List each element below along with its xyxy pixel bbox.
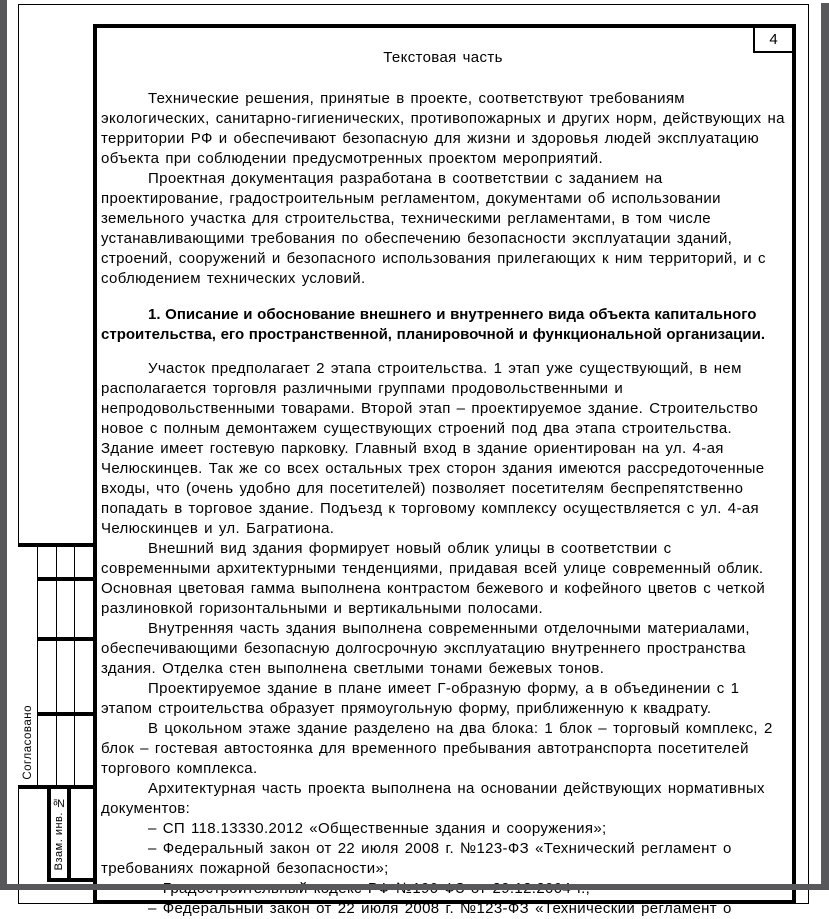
stamp-row [38,577,93,637]
stamp-cell [75,547,93,577]
body-paragraph-2: Внешний вид здания формирует новый облик улицы в соответствии с современными архитектурными тенденциями, придавая всей улице современный облик. Основная цветовая гамма выполнена контрастом бежевого и кофейного цветов с четкой разлиновкой горизонтальными и вертикальными полосами. [101,540,766,617]
stamp-cell [75,716,93,785]
intro-paragraph-2: Проектная документация разработана в соответствии с заданием на проектирование, градостроительным регламентом, документами об использовании земельного участка для строительства, техническими регламентами, в том числе устанавливающими требования по обеспечению безопасности эксплуатации зданий, строений, сооружений и безопасного использования прилегающих к ним территорий, и с соблюдением технических условий. [101,170,766,287]
stamp-cell [57,581,76,637]
stamp-inventory-label-cell [51,789,71,878]
stamp-spacer-cell [71,789,93,878]
body-paragraph-1: Участок предполагает 2 этапа строительства. 1 этап уже существующий, в нем располагается торговля различными группами продовольственными и непродовольственными товарами. Второй этап – проектируемое здание. Строительство новое с полным демонтажем существующих строений под два этапа строительства. Здание имеет гостевую парковку. Главный вход в здание ориентирован на ул. 4-ая Челюскинцев. Так же со всех остальных трех сторон здания имеются рассредоточенные входы, что (очень удобно для посетителей) позволяет посетителям беспрепятственно попадать в торговое здание. Подъезд к торговому комплексу осуществляется с ул. 4-ая Челюскинцев и ул. Багратиона. [101,360,765,537]
body-paragraph-3: Внутренняя часть здания выполнена современными отделочными материалами, обеспечивающими безопасную долгосрочную эксплуатацию внутреннего пространства здания. Отделка стен выполнена светлыми тонами бежевых тонов. [101,620,750,677]
stamp-cell [75,581,93,637]
stamp-cell [57,716,76,785]
page-number: 4 [769,31,778,48]
page-title: Текстовая часть [383,49,503,66]
stamp-cell [57,641,76,712]
stamp-signature-grid [38,547,93,785]
normative-item-1: – СП 118.13330.2012 «Общественные здания и сооружения»; [148,820,607,837]
stamp-cell [38,547,57,577]
stamp-cell [38,641,57,712]
stamp-agreed-label-cell [18,547,38,785]
intro-paragraph-1: Технические решения, принятые в проекте, соответствуют требованиям экологических, санитарно-гигиенических, противопожарных и других норм, действующих на территории РФ и обеспечивают безопасную для жизни и здоровья людей эксплуатацию объекта при соблюдении предусмотренных проектом мероприятий. [101,90,785,167]
normative-item-4: – Федеральный закон от 22 июля 2008 г. №123-ФЗ «Технический регламент о [148,900,732,917]
stamp-row [38,637,93,712]
body-paragraph-4: Проектируемое здание в плане имеет Г-образную форму, а в объединении с 1 этапом строительства образует прямоугольную форму, приближенную к квадрату. [101,680,740,717]
body-paragraph-5: В цокольном этаже здание разделено на два блока: 1 блок – торговый комплекс, 2 блок – гостевая автостоянка для временного пребывания автотранспорта посетителей торгового комплекса. [101,720,773,777]
page-number-box [753,28,792,53]
scan-edge-left [0,0,7,890]
stamp-agreed-label: Согласовано [21,705,34,780]
scan-edge-right [821,3,829,890]
stamp-row [38,547,93,577]
stamp-cell [57,547,76,577]
body-paragraph-6: Архитектурная часть проекта выполнена на основании действующих нормативных документов: [101,780,765,817]
stamp-cell [75,641,93,712]
stamp-row [38,712,93,785]
text-content [101,28,785,919]
stamp-inventory-label: Взам. инв. № [53,796,65,871]
stamp-cell [38,581,57,637]
scan-edge-bottom [0,884,829,890]
stamp-inventory-block [47,789,93,882]
stamp-agreed-block [18,543,93,789]
normative-item-2: – Федеральный закон от 22 июля 2008 г. №123-ФЗ «Технический регламент о требованиях пожарной безопасности»; [101,840,732,877]
section-heading: 1. Описание и обоснование внешнего и внутреннего вида объекта капитального строительства, его пространственной, планировочной и функциональной организации. [101,306,766,343]
stamp-cell [38,716,57,785]
